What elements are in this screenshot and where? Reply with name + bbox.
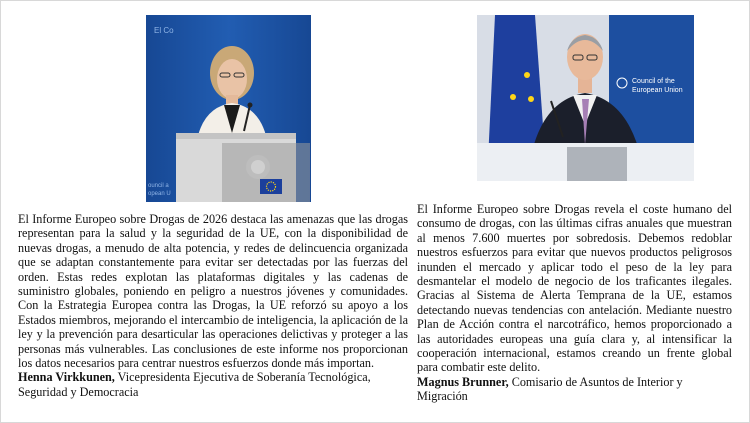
signature (18, 370, 408, 399)
speaker-name: Magnus Brunner, (417, 374, 509, 389)
signature (417, 375, 732, 404)
backdrop-text: El Co (154, 26, 174, 35)
speaker-role: Vicepresidenta Ejecutiva de Soberanía Tecnológica, Seguridad y Democracia (18, 370, 371, 399)
backdrop-text-2: European Union (632, 87, 683, 94)
eu-flag-icon (260, 179, 282, 194)
statement-magnus-brunner (417, 202, 732, 404)
backdrop-text-1: Council of the (632, 78, 675, 85)
statement-henna-virkkunen (18, 212, 408, 399)
portrait-illustration (146, 15, 311, 202)
portrait-illustration (477, 15, 694, 181)
speaker-name: Henna Virkkunen, (18, 370, 115, 385)
speaker-role: Comisario de Asuntos de Interior y Migración (417, 374, 683, 404)
photo-magnus-brunner (477, 15, 694, 181)
photo-henna-virkkunen (146, 15, 311, 202)
backdrop-text-2: ouncil a (148, 183, 169, 189)
quote-text: El Informe Europeo sobre Drogas revela el coste humano del consumo de drogas, con las últimas cifras anuales que muestran al menos 7.600 muertes por sobredosis. Debemos redoblar nuestros esfuerzos para evitar que nuevos productos peligrosos inunden el mercado y aplicar todo el peso de la ley para desmantelar el modelo de negocio de los traficantes ilegales. Gracias al Sistema de Alerta Temprana de la UE, estamos detectando nuevas tendencias con antelación. Mediante nuestro Plan de Acción contra el narcotráfico, hemos proporcionado a las autoridades europeas una guía clara y, al intensificar la cooperación internacional, estamos creando un frente global para combatir este delito. (417, 202, 732, 375)
quote-text: El Informe Europeo sobre Drogas de 2026 destaca las amenazas que las drogas representan para la salud y la seguridad de la UE, con la disponibilidad de nuevas drogas, a menudo de alta potencia, y redes de delincuencia organizada que se adaptan constantemente para evitar ser detectadas por las fuerzas del orden. Estas redes explotan las plataformas digitales y las cadenas de suministro globales, poniendo en peligro a nuestros jóvenes y comunidades. Con la Estrategia Europea contra las Drogas, la UE reforzó su apoyo a los Estados miembros, mejorando el intercambio de inteligencia, la aplicación de la ley y la prevención para desarticular las operaciones delictivas y proteger a las personas más vulnerables. Las conclusiones de este informe nos proporcionan los datos necesarios para centrar nuestros esfuerzos donde más importan. (18, 212, 408, 371)
backdrop-text-3: opean U (148, 191, 171, 197)
